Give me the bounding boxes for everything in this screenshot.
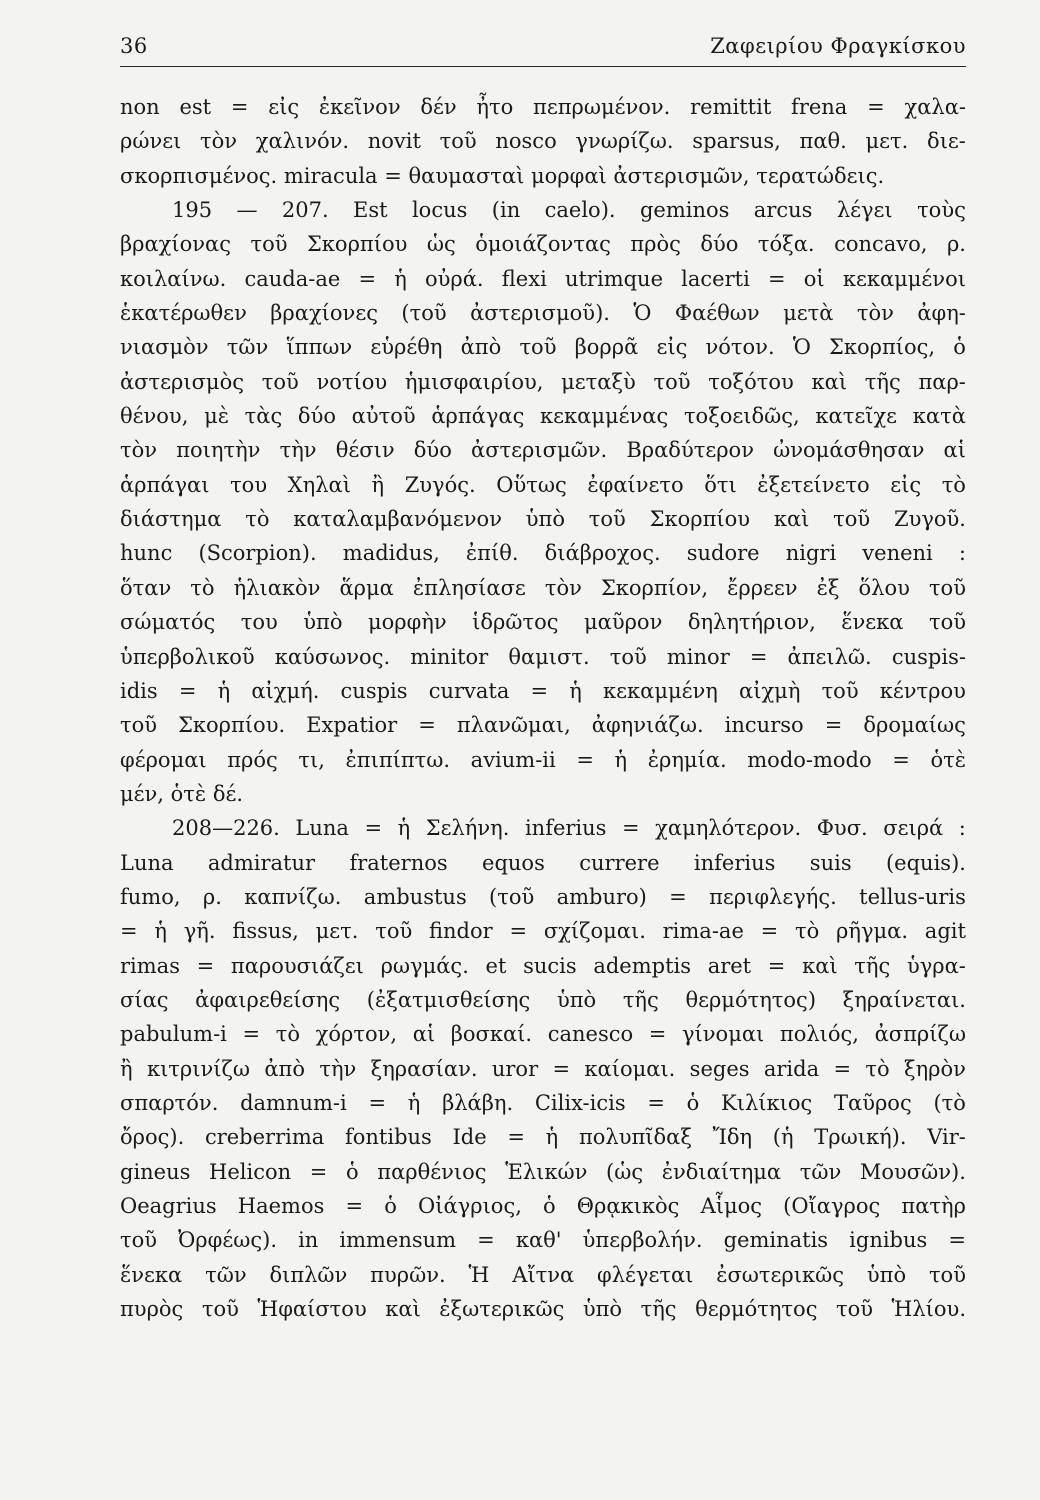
text-line: ἢ κιτρινίζω ἀπὸ τὴν ξηρασίαν. uror = καίομαι. seges arida = τὸ ξηρὸν xyxy=(120,1056,966,1081)
text-line: τοῦ Σκορπίου. Expatior = πλανῶμαι, ἀφηνιάζω. incurso = δρομαίως xyxy=(120,713,966,738)
text-line: φέρομαι πρός τι, ἐπιπίπτω. avium-ii = ἡ ἐρημία. modo-modo = ὁτὲ xyxy=(120,747,966,772)
text-line: gineus Helicon = ὁ παρθένιος Ἑλικών (ὡς ἐνδιαίτημα τῶν Μουσῶν). xyxy=(120,1159,966,1184)
text-line: θένου, μὲ τὰς δύο αὐτοῦ ἁρπάγας κεκαμμένας τοξοειδῶς, κατεῖχε κατὰ xyxy=(120,404,966,429)
text-line: σπαρτόν. damnum-i = ἡ βλάβη. Cilix-icis = ὁ Κιλίκιος Ταῦρος (τὸ xyxy=(120,1090,966,1115)
running-title: Ζαφειρίου Φραγκίσκου xyxy=(710,34,966,58)
commentary-text xyxy=(120,90,966,1326)
text-line: pabulum-i = τὸ χόρτον, αἱ βοσκαί. canesco = γίνομαι πολιός, ἀσπρίζω xyxy=(120,1022,966,1047)
text-line: μέν, ὁτὲ δέ. xyxy=(120,781,244,806)
text-line: idis = ἡ αἰχμή. cuspis curvata = ἡ κεκαμμένη αἰχμὴ τοῦ κέντρου xyxy=(120,678,966,703)
text-line: ἑκατέρωθεν βραχίονες (τοῦ ἀστερισμοῦ). Ὁ Φαέθων μετὰ τὸν ἀφη- xyxy=(120,301,966,326)
text-line: κοιλαίνω. cauda-ae = ἡ οὐρά. flexi utrimque lacerti = οἱ κεκαμμένοι xyxy=(120,266,966,291)
text-line: ὅταν τὸ ἡλιακὸν ἅρμα ἐπλησίασε τὸν Σκορπίον, ἔρρεεν ἐξ ὅλου τοῦ xyxy=(120,575,966,600)
text-line: διάστημα τὸ καταλαμβανόμενον ὑπὸ τοῦ Σκορπίου καὶ τοῦ Ζυγοῦ. xyxy=(120,507,966,532)
text-line: τοῦ Ὀρφέως). in immensum = καθ' ὑπερβολήν. geminatis ignibus = xyxy=(120,1228,966,1253)
text-line: = ἡ γῆ. fissus, μετ. τοῦ findor = σχίζομαι. rima-ae = τὸ ρῆγμα. agit xyxy=(120,919,966,944)
text-line: ὄρος). creberrima fontibus Ide = ἡ πολυπῖδαξ Ἴδη (ἡ Τρωική). Vir- xyxy=(120,1125,966,1150)
text-line: πυρὸς τοῦ Ἡφαίστου καὶ ἐξωτερικῶς ὑπὸ τῆς θερμότητος τοῦ Ἡλίου. xyxy=(120,1297,966,1322)
text-line: βραχίονας τοῦ Σκορπίου ὡς ὁμοιάζοντας πρὸς δύο τόξα. concavo, ρ. xyxy=(120,232,966,257)
text-line: fumo, ρ. καπνίζω. ambustus (τοῦ amburo) = περιφλεγής. tellus-uris xyxy=(120,884,966,909)
text-line: 195 — 207. Est locus (in caelo). geminos arcus λέγει τοὺς xyxy=(172,198,966,223)
text-line: non est = εἰς ἐκεῖνον δέν ἦτο πεπρωμένον. remittit frena = χαλα- xyxy=(120,95,966,119)
text-line: σώματός του ὑπὸ μορφὴν ἱδρῶτος μαῦρον δηλητήριον, ἕνεκα τοῦ xyxy=(120,610,966,635)
text-line: σίας ἀφαιρεθείσης (ἐξατμισθείσης ὑπὸ τῆς θερμότητος) ξηραίνεται. xyxy=(120,987,966,1012)
text-line: ἁρπάγαι του Χηλαὶ ἢ Ζυγός. Οὕτως ἐφαίνετο ὅτι ἐξετείνετο εἰς τὸ xyxy=(120,472,966,497)
text-line: ἀστερισμὸς τοῦ νοτίου ἡμισφαιρίου, μεταξὺ τοῦ τοξότου καὶ τῆς παρ- xyxy=(120,369,966,394)
text-line: τὸν ποιητὴν τὴν θέσιν δύο ἀστερισμῶν. Βραδύτερον ὠνομάσθησαν αἱ xyxy=(120,438,966,463)
text-line: 208—226. Luna = ἡ Σελήνη. inferius = χαμηλότερον. Φυσ. σειρά : xyxy=(172,816,966,841)
text-line: ὑπερβολικοῦ καύσωνος. minitor θαμιστ. τοῦ minor = ἀπειλῶ. cuspis- xyxy=(120,644,966,669)
text-line: ρώνει τὸν χαλινόν. novit τοῦ nosco γνωρίζω. sparsus, παθ. μετ. διε- xyxy=(120,129,966,154)
text-line: ἕνεκα τῶν διπλῶν πυρῶν. Ἡ Αἴτνα φλέγεται ἐσωτερικῶς ὑπὸ τοῦ xyxy=(120,1262,966,1287)
text-line: rimas = παρουσιάζει ρωγμάς. et sucis ademptis aret = καὶ τῆς ὑγρα- xyxy=(120,953,966,978)
text-line: Luna admiratur fraternos equos currere inferius suis (equis). xyxy=(120,850,966,875)
text-line: σκορπισμένος. miracula = θαυμασταὶ μορφαὶ ἀστερισμῶν, τερατώδεις. xyxy=(120,163,885,188)
text-line: νιασμὸν τῶν ἵππων εὑρέθη ἀπὸ τοῦ βορρᾶ εἰς νότον. Ὁ Σκορπίος, ὁ xyxy=(120,335,966,360)
text-line: Oeagrius Haemos = ὁ Οἰάγριος, ὁ Θρᾳκικὸς Αἷμος (Οἴαγρος πατὴρ xyxy=(120,1194,966,1218)
page-number: 36 xyxy=(120,34,148,58)
page-header xyxy=(120,30,966,67)
text-line: hunc (Scorpion). madidus, ἐπίθ. διάβροχος. sudore nigri veneni : xyxy=(120,541,966,566)
